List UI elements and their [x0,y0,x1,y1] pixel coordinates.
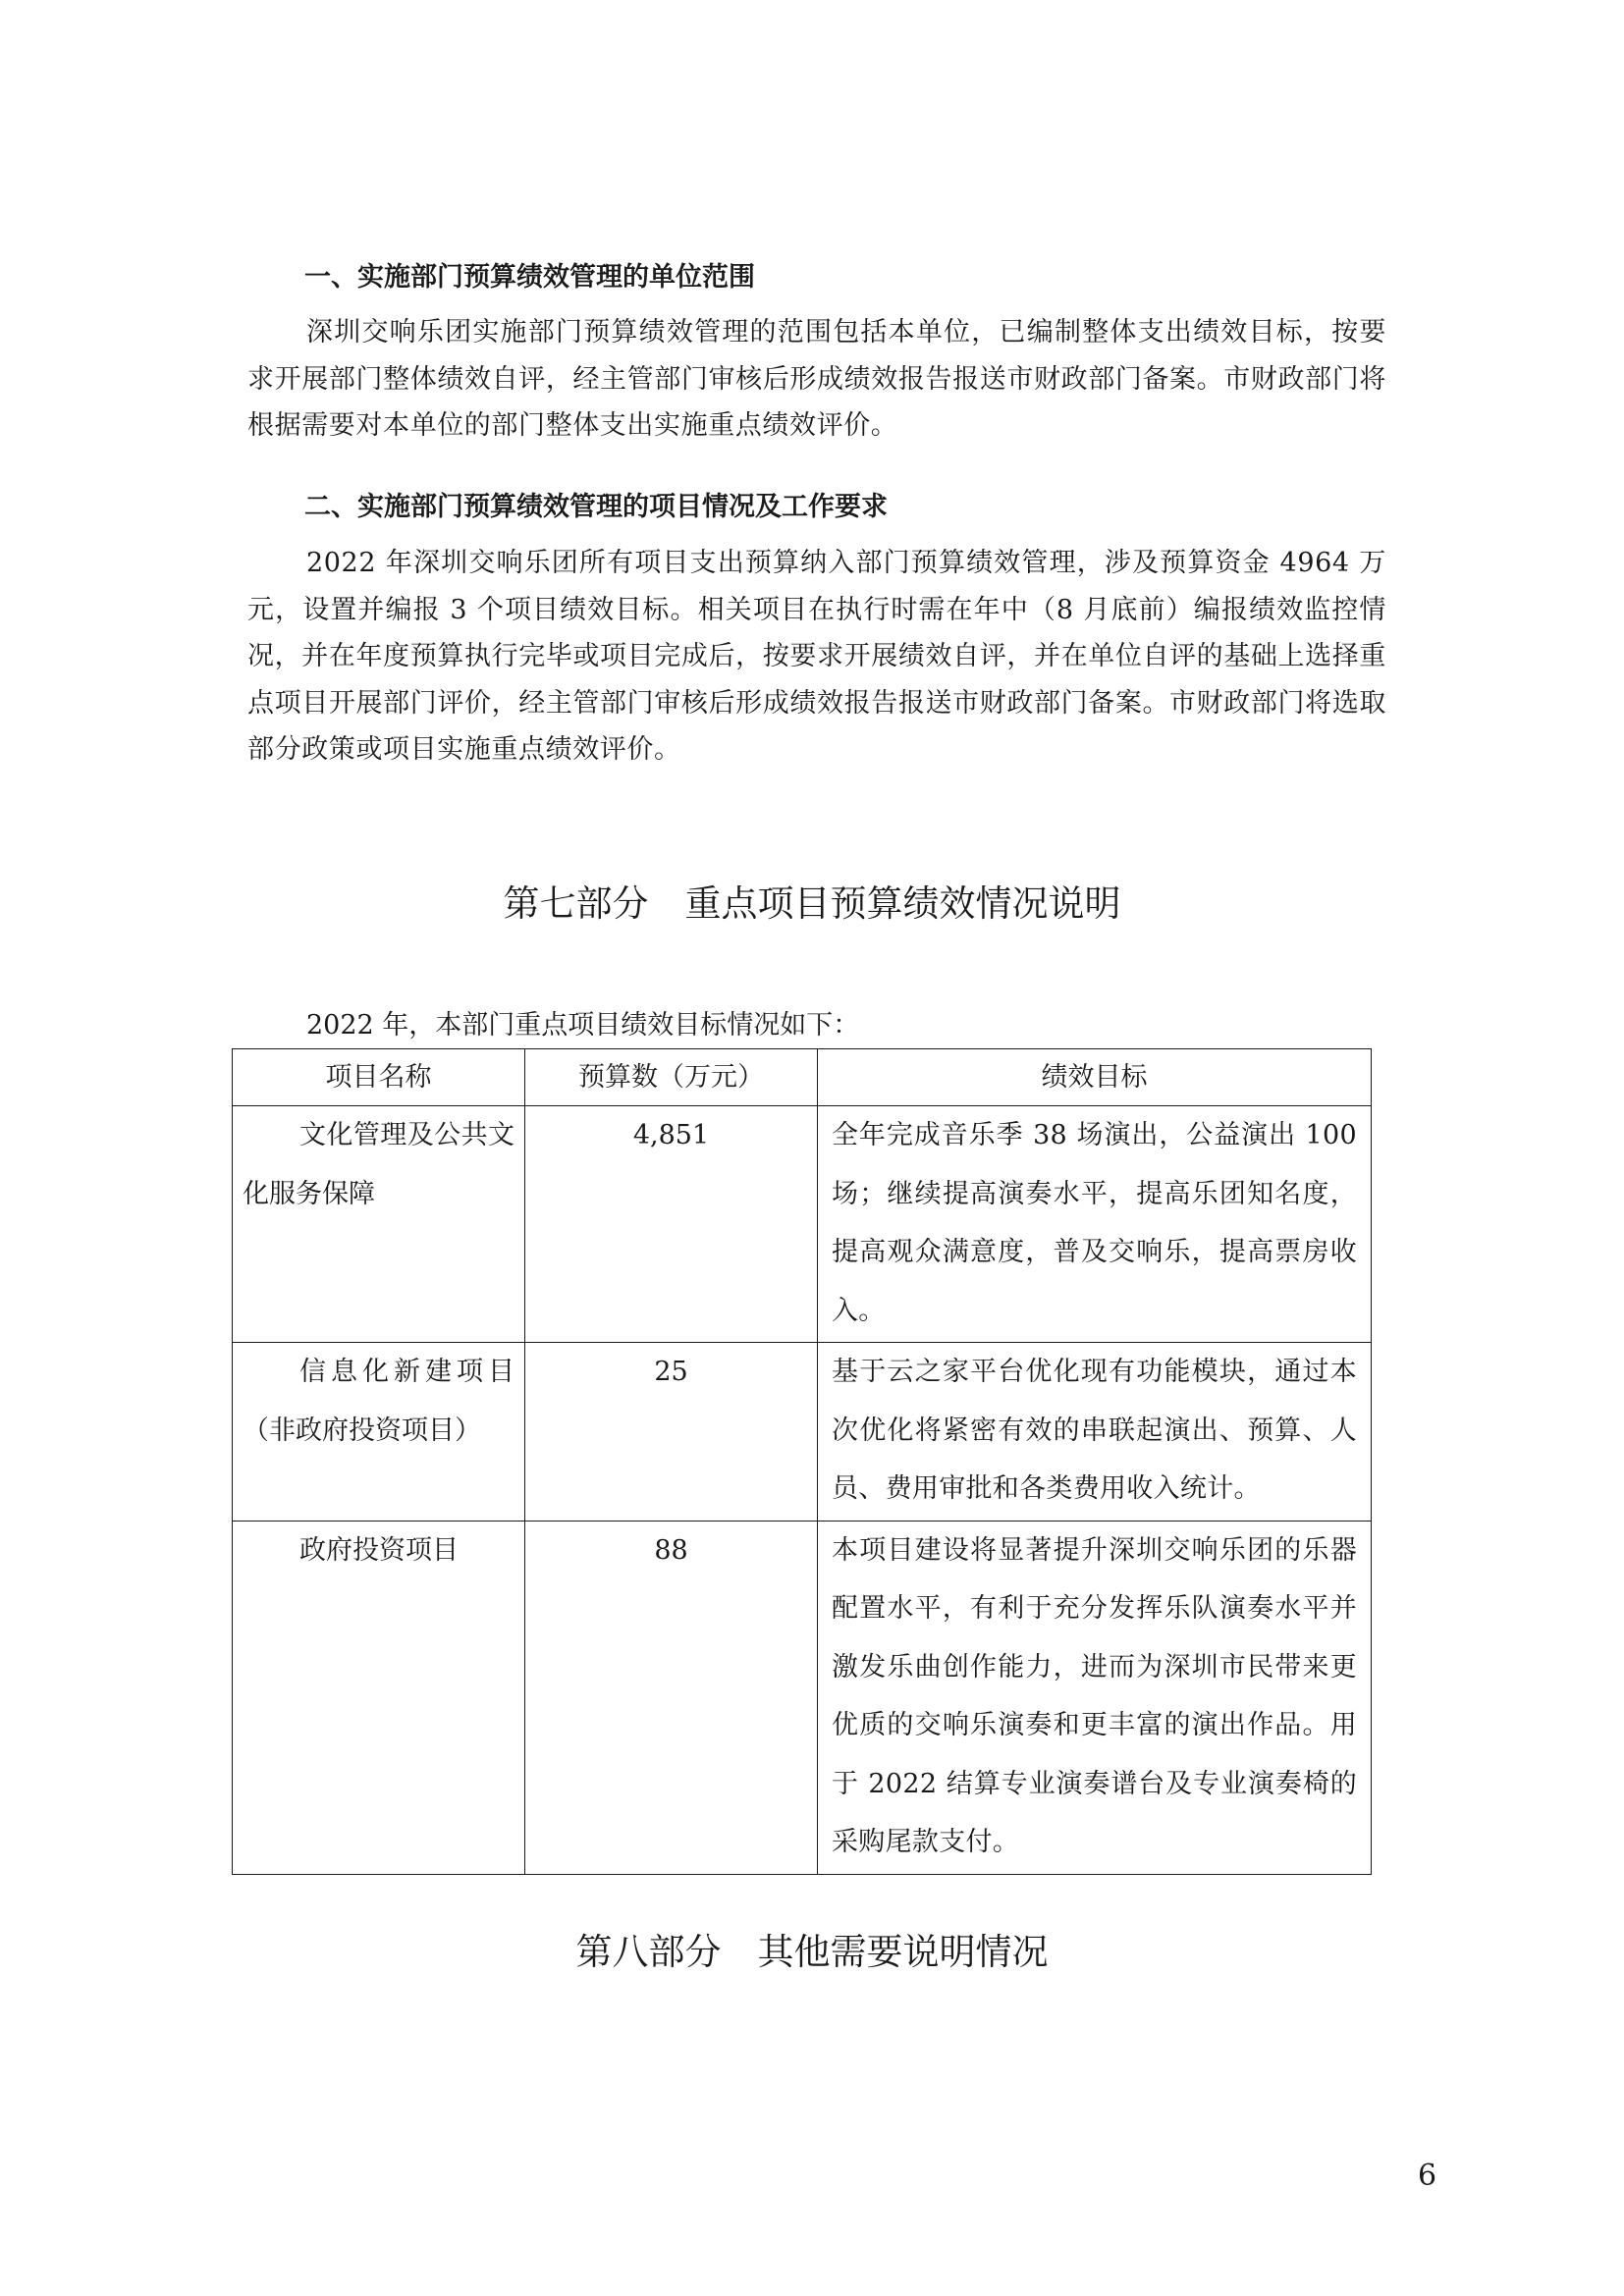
page-number: 6 [1418,2159,1437,2193]
project-name-cell: 政府投资项目 [233,1521,525,1874]
part7-intro: 2022 年，本部门重点项目绩效目标情况如下： [306,1010,860,1041]
project-name-cell: 信息化新建项目（非政府投资项目） [233,1343,525,1522]
header-project-name: 项目名称 [233,1049,525,1106]
project-budget-cell: 88 [525,1521,818,1874]
performance-target-table [232,1048,1372,1875]
section-body-unit-scope: 深圳交响乐团实施部门预算绩效管理的范围包括本单位，已编制整体支出绩效目标，按要求开展部门整体绩效自评，经主管部门审核后形成绩效报告报送市财政部门备案。市财政部门将根据需要对本单位的部门整体支出实施重点绩效评价。 [247,317,1386,441]
table-row [233,1521,1372,1874]
table-row [233,1106,1372,1343]
part7-title: 第七部分 重点项目预算绩效情况说明 [503,882,1121,925]
project-goal-cell: 全年完成音乐季 38 场演出，公益演出 100 场；继续提高演奏水平，提高乐团知名度，提高观众满意度，普及交响乐，提高票房收入。 [818,1106,1372,1343]
project-name-cell: 文化管理及公共文化服务保障 [233,1106,525,1343]
project-budget-cell: 25 [525,1343,818,1522]
section-heading-unit-scope: 一、实施部门预算绩效管理的单位范围 [304,262,755,293]
section-heading-project-requirements: 二、实施部门预算绩效管理的项目情况及工作要求 [304,492,888,522]
table-row [233,1343,1372,1522]
project-goal-cell: 本项目建设将显著提升深圳交响乐团的乐器配置水平，有利于充分发挥乐队演奏水平并激发乐曲创作能力，进而为深圳市民带来更优质的交响乐演奏和更丰富的演出作品。用于 2022 结算专业演奏谱台及专业演奏椅的采购尾款支付。 [818,1521,1372,1874]
header-budget: 预算数（万元） [525,1049,818,1106]
table-header-row [233,1049,1372,1106]
part8-title: 第八部分 其他需要说明情况 [575,1931,1049,1973]
project-budget-cell: 4,851 [525,1106,818,1343]
section-body-project-requirements: 2022 年深圳交响乐团所有项目支出预算纳入部门预算绩效管理，涉及预算资金 4964 万元，设置并编报 3 个项目绩效目标。相关项目在执行时需在年中（8 月底前）编报绩效监控情况，并在年度预算执行完毕或项目完成后，按要求开展绩效自评，并在单位自评的基础上选择重点项目开展部门评价，经主管部门审核后形成绩效报告报送市财政部门备案。市财政部门将选取部分政策或项目实施重点绩效评价。 [247,548,1386,765]
project-goal-cell: 基于云之家平台优化现有功能模块，通过本次优化将紧密有效的串联起演出、预算、人员、费用审批和各类费用收入统计。 [818,1343,1372,1522]
header-performance-goal: 绩效目标 [818,1049,1372,1106]
